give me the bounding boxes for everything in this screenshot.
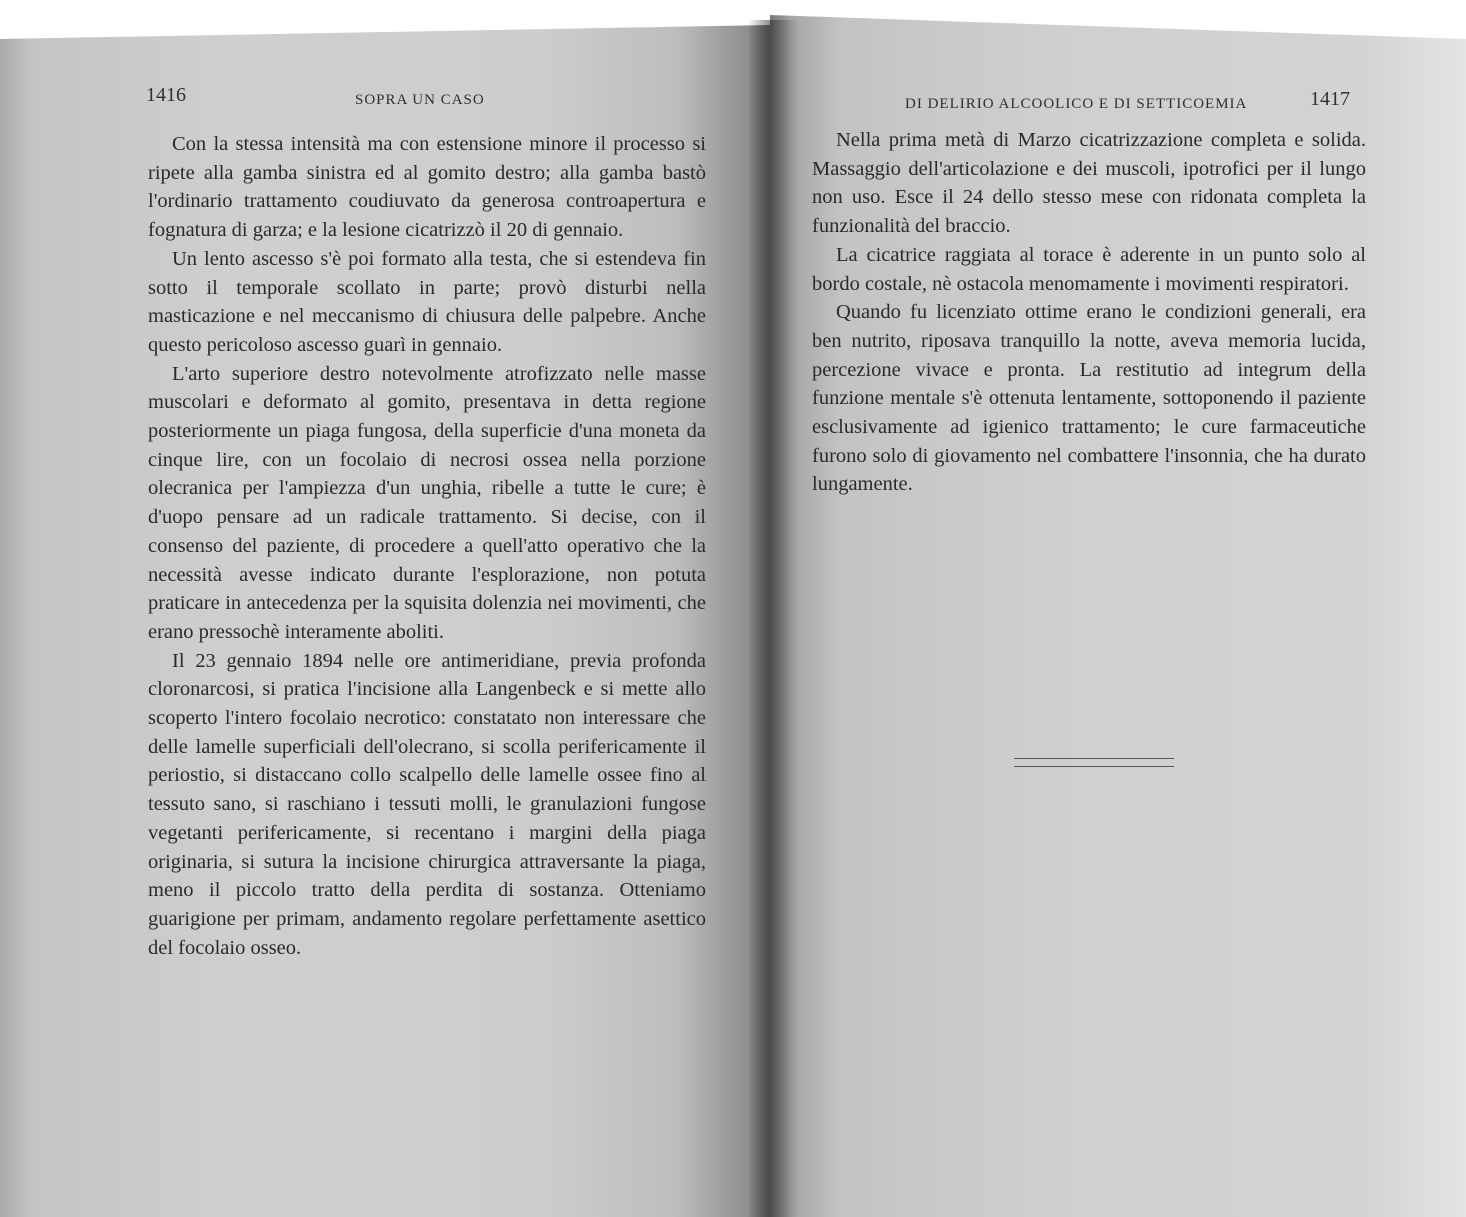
right-body-text [812, 126, 1366, 499]
paragraph: Con la stessa intensità ma con estensione minore il processo si ripete alla gamba sinistra ed al gomito destro; alla gamba bastò l'ordinario trattamento coudiuvato da generosa controapertura e fognatura di garza; e la lesione cicatrizzò il 20 di gennaio. [148, 133, 706, 242]
right-page-number: 1417 [1310, 88, 1350, 110]
right-running-head: DI DELIRIO ALCOOLICO E DI SETTICOEMIA [905, 96, 1248, 112]
paragraph: L'arto superiore destro notevolmente atrofizzato nelle masse muscolari e deformato al gomito, presentava in detta regione posteriormente un piaga fungosa, della superficie d'una moneta da cinque lire, con un focolaio di necrosi ossea nella porzione olecranica per l'ampiezza d'un unghia, ribelle a tutte le cure; è d'uopo pensare ad un radicale trattamento. Si decise, con il consenso del paziente, di procedere a quell'atto operativo che la necessità avesse indicato durante l'esplorazione, non potuta praticare in antecedenza per la squisita dolenzia nei movimenti, che erano pressochè interamente aboliti. [148, 362, 706, 643]
paragraph: Quando fu licenziato ottime erano le condizioni generali, era ben nutrito, riposava tranquillo la notte, aveva memoria lucida, percezione vivace e pronta. La restitutio ad integrum della funzione mentale s'è ottenuta lentamente, sottoponendo il paziente esclusivamente ad igienico trattamento; le cure farmaceutiche furono solo di giovamento nel combattere l'insonnia, che ha durato lungamente. [812, 301, 1366, 496]
end-rule [1014, 758, 1174, 767]
left-body-text [148, 130, 706, 962]
paragraph: Nella prima metà di Marzo cicatrizzazione completa e solida. Massaggio dell'articolazione e dei muscoli, ipotrofici per il lungo non uso. Esce il 24 dello stesso mese con ridonata completa la funzionalità del braccio. [812, 129, 1366, 238]
book-gutter [748, 20, 798, 1217]
left-running-head: SOPRA UN CASO [355, 92, 485, 108]
paragraph: Un lento ascesso s'è poi formato alla testa, che si estendeva fin sotto il temporale scollato in parte; provò disturbi nella masticazione e nel meccanismo di chiusura delle palpebre. Anche questo pericoloso ascesso guarì in gennaio. [148, 247, 706, 356]
paragraph: La cicatrice raggiata al torace è aderente in un punto solo al bordo costale, nè ostacola menomamente i movimenti respiratori. [812, 243, 1366, 295]
left-page-number: 1416 [146, 84, 186, 106]
paragraph: Il 23 gennaio 1894 nelle ore antimeridiane, previa profonda cloronarcosi, si pratica l'incisione alla Langenbeck e si mette allo scoperto l'intero focolaio necrotico: constatato non interessare che delle lamelle superficiali dell'olecrano, si scolla perifericamente il periostio, si distaccano collo scalpello delle lamelle ossee fino al tessuto sano, si raschiano i tessuti molli, le granulazioni fungose vegetanti perifericamente, si recentano i margini della piaga originaria, si sutura la incisione chirurgica attraversante la piaga, meno il piccolo tratto della perdita di sostanza. Otteniamo guarigione per primam, andamento regolare perfettamente asettico del focolaio osseo. [148, 649, 706, 959]
